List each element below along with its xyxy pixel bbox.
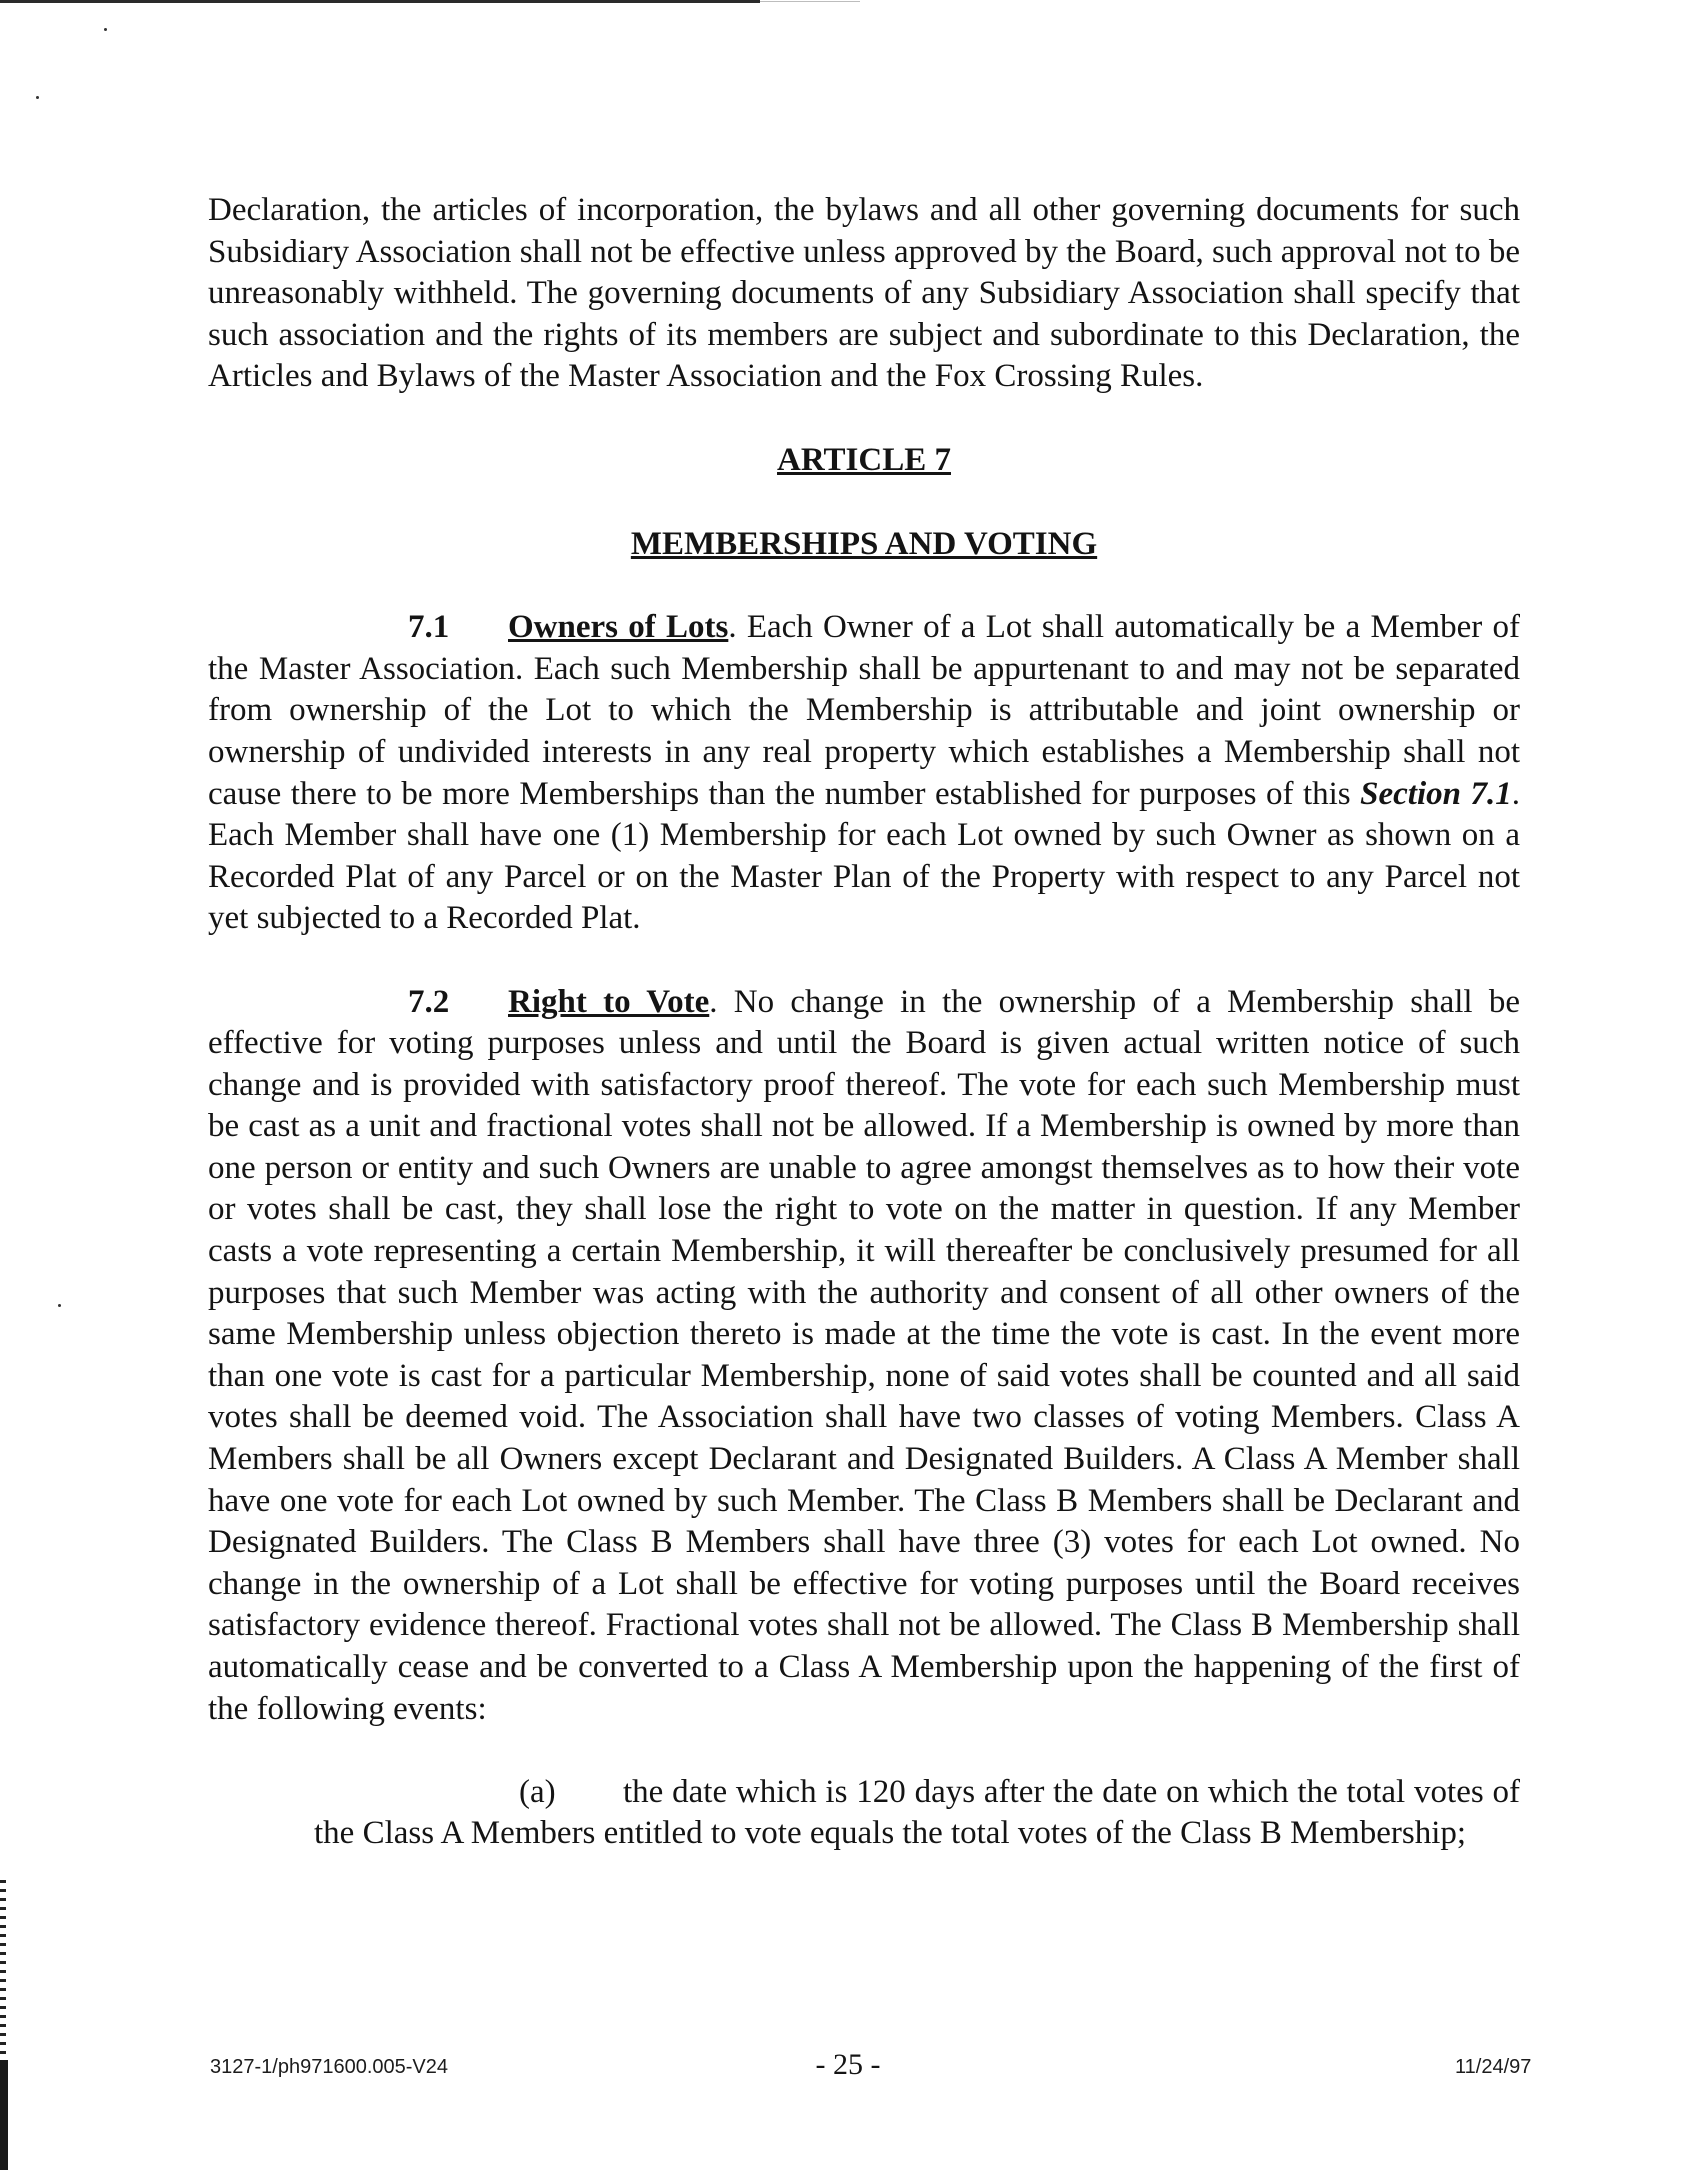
section-reference: Section 7.1 xyxy=(1360,775,1512,812)
section-7-1-paragraph xyxy=(208,607,1520,940)
subitem-label: (a) xyxy=(519,1773,556,1810)
footer-date: 11/24/97 xyxy=(1455,2056,1532,2078)
section-title: Right to Vote xyxy=(508,983,710,1020)
page-body xyxy=(208,190,1520,1855)
section-text: . No change in the ownership of a Membership shall be effective for voting purposes unless and until the Board is given actual written notice of such change and is provided with satisfactory proof thereof. The vote for each such Membership must be cast as a unit and fractional votes shall not be allowed. If a Membership is owned by more than one person or entity and such Owners are unable to agree amongst themselves as to how their vote or votes shall be cast, they shall lose the right to vote on the matter in question. If any Member casts a vote representing a certain Membership, it will thereafter be conclusively presumed for all purposes that such Member was acting with the authority and consent of all other owners of the same Membership unless objection thereto is made at the time the vote is cast. In the event more than one vote is cast for a particular Membership, none of said votes shall be counted and all said votes shall be deemed void. The Association shall have two classes of voting Members. Class A Members shall be all Owners except Declarant and Designated Builders. A Class A Member shall have one vote for each Lot owned by such Member. The Class B Members shall be Declarant and Designated Builders. The Class B Members shall have three (3) votes for each Lot owned. No change in the ownership of a Lot shall be effective for voting purposes until the Board receives satisfactory evidence thereof. Fractional votes shall not be allowed. The Class B Membership shall automatically cease and be converted to a Class A Membership upon the happening of the first of the following events: xyxy=(208,983,1520,1727)
section-number: 7.2 xyxy=(408,983,450,1020)
section-title: Owners of Lots xyxy=(508,609,729,646)
continuation-paragraph: Declaration, the articles of incorporation, the bylaws and all other governing documents for such Subsidiary Association shall not be effective unless approved by the Board, such approval not to be unreasonably withheld. The governing documents of any Subsidiary Association shall specify that such association and the rights of its members are subject and subordinate to this Declaration, the Articles and Bylaws of the Master Association and the Fox Crossing Rules. xyxy=(208,192,1520,395)
subitem-a xyxy=(314,1772,1520,1855)
scan-speck xyxy=(104,28,107,31)
section-text: . Each Member shall have one (1) Membership for each Lot owned by such Owner as shown on a Recorded Plat of any Parcel or on the Master Plan of the Property with respect to any Parcel not yet subjected to a Recorded Plat. xyxy=(208,775,1520,937)
section-heading: MEMBERSHIPS AND VOTING xyxy=(630,525,1098,562)
scan-top-rule xyxy=(0,0,760,3)
scan-speck xyxy=(58,1304,61,1307)
scan-top-rule-faint xyxy=(760,1,860,2)
footer-document-id: 3127-1/ph971600.005-V24 xyxy=(210,2056,448,2078)
footer-page-number: - 25 - xyxy=(815,2048,881,2081)
scan-speck xyxy=(36,96,39,99)
section-text: . Each Owner of a Lot shall automatically be a Member of the Master Association. Each such Membership shall be appurtenant to and may not be separated from ownership of the Lot to which the Membership is attributable and joint ownership or ownership of undivided interests in any real property which establishes a Membership shall not cause there to be more Memberships than the number established for purposes of this xyxy=(208,609,1521,812)
article-heading: ARTICLE 7 xyxy=(777,441,951,478)
section-number: 7.1 xyxy=(408,609,450,646)
section-7-2-paragraph xyxy=(208,982,1520,1731)
subitem-text: the date which is 120 days after the date on which the total votes of the Class A Members entitled to vote equals the total votes of the Class B Membership; xyxy=(314,1773,1520,1852)
